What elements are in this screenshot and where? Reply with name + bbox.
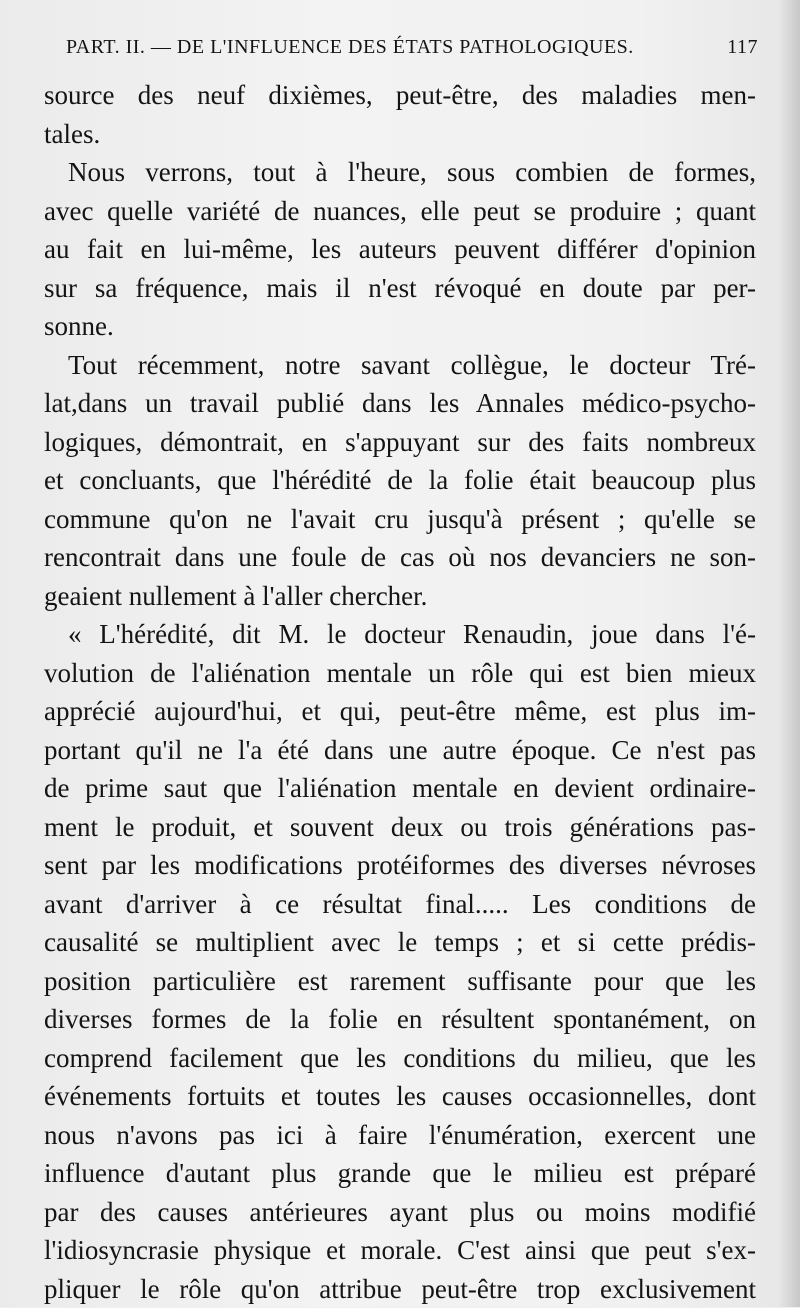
text-line: pliquer le rôle qu'on attribue peut-être trop exclusivement (44, 1270, 756, 1308)
text-line: de prime saut que l'aliénation mentale en devient ordinaire- (44, 769, 756, 808)
text-line: position particulière est rarement suffisante pour que les (44, 962, 756, 1001)
text-line: influence d'autant plus grande que le milieu est préparé (44, 1154, 756, 1193)
text-line: Tout récemment, notre savant collègue, le docteur Tré- (44, 346, 756, 385)
body-text (44, 76, 756, 1308)
text-line: source des neuf dixièmes, peut-être, des maladies men- (44, 76, 756, 115)
text-line: par des causes antérieures ayant plus ou moins modifié (44, 1193, 756, 1232)
text-line: nous n'avons pas ici à faire l'énumération, exercent une (44, 1116, 756, 1155)
text-line: « L'hérédité, dit M. le docteur Renaudin, joue dans l'é- (44, 615, 756, 654)
running-header (66, 36, 760, 68)
text-line: et concluants, que l'hérédité de la folie était beaucoup plus (44, 461, 756, 500)
text-line: Nous verrons, tout à l'heure, sous combien de formes, (44, 153, 756, 192)
text-line: tales. (44, 115, 756, 154)
text-line: sonne. (44, 307, 756, 346)
text-line: lat,dans un travail publié dans les Annales médico-psycho- (44, 384, 756, 423)
text-line: apprécié aujourd'hui, et qui, peut-être même, est plus im- (44, 692, 756, 731)
text-line: diverses formes de la folie en résultent spontanément, on (44, 1000, 756, 1039)
text-line: logiques, démontrait, en s'appuyant sur des faits nombreux (44, 423, 756, 462)
text-line: au fait en lui-même, les auteurs peuvent différer d'opinion (44, 230, 756, 269)
text-line: ment le produit, et souvent deux ou trois générations pas- (44, 808, 756, 847)
text-line: comprend facilement que les conditions du milieu, que les (44, 1039, 756, 1078)
text-line: rencontrait dans une foule de cas où nos devanciers ne son- (44, 538, 756, 577)
page-number: 117 (727, 36, 758, 59)
text-line: sur sa fréquence, mais il n'est révoqué en doute par per- (44, 269, 756, 308)
text-line: avant d'arriver à ce résultat final..... Les conditions de (44, 885, 756, 924)
text-line: geaient nullement à l'aller chercher. (44, 577, 756, 616)
text-line: volution de l'aliénation mentale un rôle qui est bien mieux (44, 654, 756, 693)
text-line: causalité se multiplient avec le temps ; et si cette prédis- (44, 923, 756, 962)
text-line: portant qu'il ne l'a été dans une autre époque. Ce n'est pas (44, 731, 756, 770)
page-edge-shadow (778, 0, 800, 1307)
text-line: commune qu'on ne l'avait cru jusqu'à présent ; qu'elle se (44, 500, 756, 539)
text-line: avec quelle variété de nuances, elle peut se produire ; quant (44, 192, 756, 231)
text-line: l'idiosyncrasie physique et morale. C'est ainsi que peut s'ex- (44, 1231, 756, 1270)
text-line: événements fortuits et toutes les causes occasionnelles, dont (44, 1077, 756, 1116)
text-line: sent par les modifications protéiformes des diverses névroses (44, 846, 756, 885)
running-title: PART. II. — DE L'INFLUENCE DES ÉTATS PATHOLOGIQUES. (66, 36, 634, 59)
